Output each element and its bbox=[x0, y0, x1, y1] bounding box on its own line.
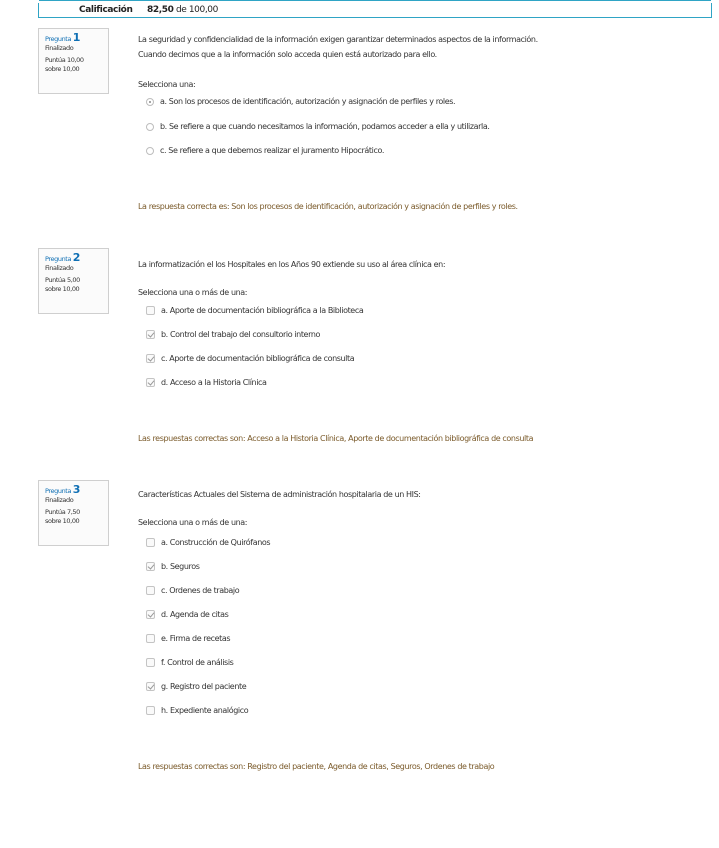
option-label: e. Firma de recetas bbox=[161, 634, 231, 643]
question-1-text-line2: Cuando decimos que a la información solo acceda quien está autorizado para ello. bbox=[138, 50, 437, 59]
question-3-option-h[interactable] bbox=[146, 706, 248, 715]
question-2-points: Puntúa 5,00 bbox=[45, 276, 80, 284]
option-label: a. Aporte de documentación bibliográfica a la Biblioteca bbox=[161, 306, 364, 315]
checkbox-checked[interactable] bbox=[146, 354, 155, 363]
checkbox[interactable] bbox=[146, 634, 155, 643]
radio[interactable] bbox=[146, 123, 154, 131]
question-3-text: Características Actuales del Sistema de administración hospitalaria de un HIS: bbox=[138, 490, 421, 499]
option-label: h. Expediente analógico bbox=[161, 706, 249, 715]
option-label: g. Registro del paciente bbox=[161, 682, 247, 691]
option-label: b. Se refiere a que cuando necesitamos la información, podamos acceder a ella y utilizarla. bbox=[160, 122, 490, 131]
question-label: Pregunta bbox=[45, 35, 72, 43]
question-3-option-a[interactable] bbox=[146, 538, 270, 547]
option-label: a. Construcción de Quirófanos bbox=[161, 538, 271, 547]
question-3-option-g[interactable] bbox=[146, 682, 246, 691]
question-2-option-c[interactable] bbox=[146, 354, 354, 363]
question-3-prompt: Selecciona una o más de una: bbox=[138, 518, 248, 527]
question-1-prompt: Selecciona una: bbox=[138, 80, 196, 89]
question-3-number bbox=[45, 485, 102, 496]
question-2-info bbox=[38, 248, 109, 314]
question-1-points: Puntúa 10,00 bbox=[45, 56, 84, 64]
question-3-option-b[interactable] bbox=[146, 562, 200, 571]
question-2-option-d[interactable] bbox=[146, 378, 267, 387]
question-1-number bbox=[45, 33, 102, 44]
question-3-option-d[interactable] bbox=[146, 610, 228, 619]
question-1-option-a[interactable] bbox=[146, 97, 455, 106]
question-3-points-max: sobre 10,00 bbox=[45, 517, 80, 525]
checkbox-checked[interactable] bbox=[146, 378, 155, 387]
question-3-correct-answer: Las respuestas correctas son: Registro del paciente, Agenda de citas, Seguros, Ordenes de trabajo bbox=[138, 762, 495, 771]
question-3-state: Finalizado bbox=[45, 496, 74, 504]
question-1-option-b[interactable] bbox=[146, 122, 490, 131]
question-2-points-max: sobre 10,00 bbox=[45, 285, 80, 293]
question-2-state: Finalizado bbox=[45, 264, 74, 272]
option-label: c. Se refiere a que debemos realizar el juramento Hipocrático. bbox=[160, 146, 384, 155]
question-2-number bbox=[45, 253, 102, 264]
grade-score: 82,50 bbox=[147, 5, 174, 15]
checkbox[interactable] bbox=[146, 658, 155, 667]
question-1-state: Finalizado bbox=[45, 44, 74, 52]
grade-label: Calificación bbox=[79, 5, 133, 15]
option-label: c. Aporte de documentación bibliográfica de consulta bbox=[161, 354, 355, 363]
radio-selected[interactable] bbox=[146, 98, 154, 106]
checkbox-checked[interactable] bbox=[146, 610, 155, 619]
question-1-info bbox=[38, 28, 109, 94]
question-3-option-f[interactable] bbox=[146, 658, 233, 667]
question-1-points-max: sobre 10,00 bbox=[45, 65, 80, 73]
question-3-points: Puntúa 7,50 bbox=[45, 508, 80, 516]
checkbox[interactable] bbox=[146, 538, 155, 547]
radio[interactable] bbox=[146, 147, 154, 155]
question-number: 2 bbox=[72, 251, 80, 264]
option-label: d. Acceso a la Historia Clínica bbox=[161, 378, 267, 387]
question-1-text bbox=[138, 32, 538, 62]
option-label: f. Control de análisis bbox=[161, 658, 234, 667]
question-number: 3 bbox=[72, 483, 80, 496]
question-2-option-a[interactable] bbox=[146, 306, 363, 315]
option-label: b. Control del trabajo del consultorio interno bbox=[161, 330, 320, 339]
grade-suffix: de 100,00 bbox=[175, 5, 218, 15]
grade-value bbox=[147, 3, 218, 18]
checkbox[interactable] bbox=[146, 586, 155, 595]
question-2-correct-answer: Las respuestas correctas son: Acceso a la Historia Clínica, Aporte de documentación bibliográfica de consulta bbox=[138, 434, 534, 443]
option-label: d. Agenda de citas bbox=[161, 610, 229, 619]
checkbox-checked[interactable] bbox=[146, 330, 155, 339]
question-2-text: La informatización el los Hospitales en los Años 90 extiende su uso al área clínica en: bbox=[138, 260, 446, 269]
checkbox-checked[interactable] bbox=[146, 682, 155, 691]
question-3-info bbox=[38, 480, 109, 546]
attempt-summary-grade-row bbox=[38, 3, 712, 18]
question-3-option-e[interactable] bbox=[146, 634, 230, 643]
checkbox-checked[interactable] bbox=[146, 562, 155, 571]
question-1-text-line1: La seguridad y confidencialidad de la información exigen garantizar determinados aspectos de la información. bbox=[138, 35, 538, 44]
option-label: a. Son los procesos de identificación, autorización y asignación de perfiles y roles. bbox=[160, 97, 456, 106]
question-2-option-b[interactable] bbox=[146, 330, 320, 339]
checkbox[interactable] bbox=[146, 306, 155, 315]
question-1-option-c[interactable] bbox=[146, 146, 384, 155]
summary-top-border bbox=[39, 0, 711, 1]
question-label: Pregunta bbox=[45, 255, 72, 263]
question-2-prompt: Selecciona una o más de una: bbox=[138, 288, 248, 297]
question-3-option-c[interactable] bbox=[146, 586, 239, 595]
option-label: c. Ordenes de trabajo bbox=[161, 586, 240, 595]
option-label: b. Seguros bbox=[161, 562, 200, 571]
checkbox[interactable] bbox=[146, 706, 155, 715]
question-label: Pregunta bbox=[45, 487, 72, 495]
question-number: 1 bbox=[72, 31, 80, 44]
question-1-correct-answer: La respuesta correcta es: Son los procesos de identificación, autorización y asignación de perfiles y roles. bbox=[138, 202, 518, 211]
